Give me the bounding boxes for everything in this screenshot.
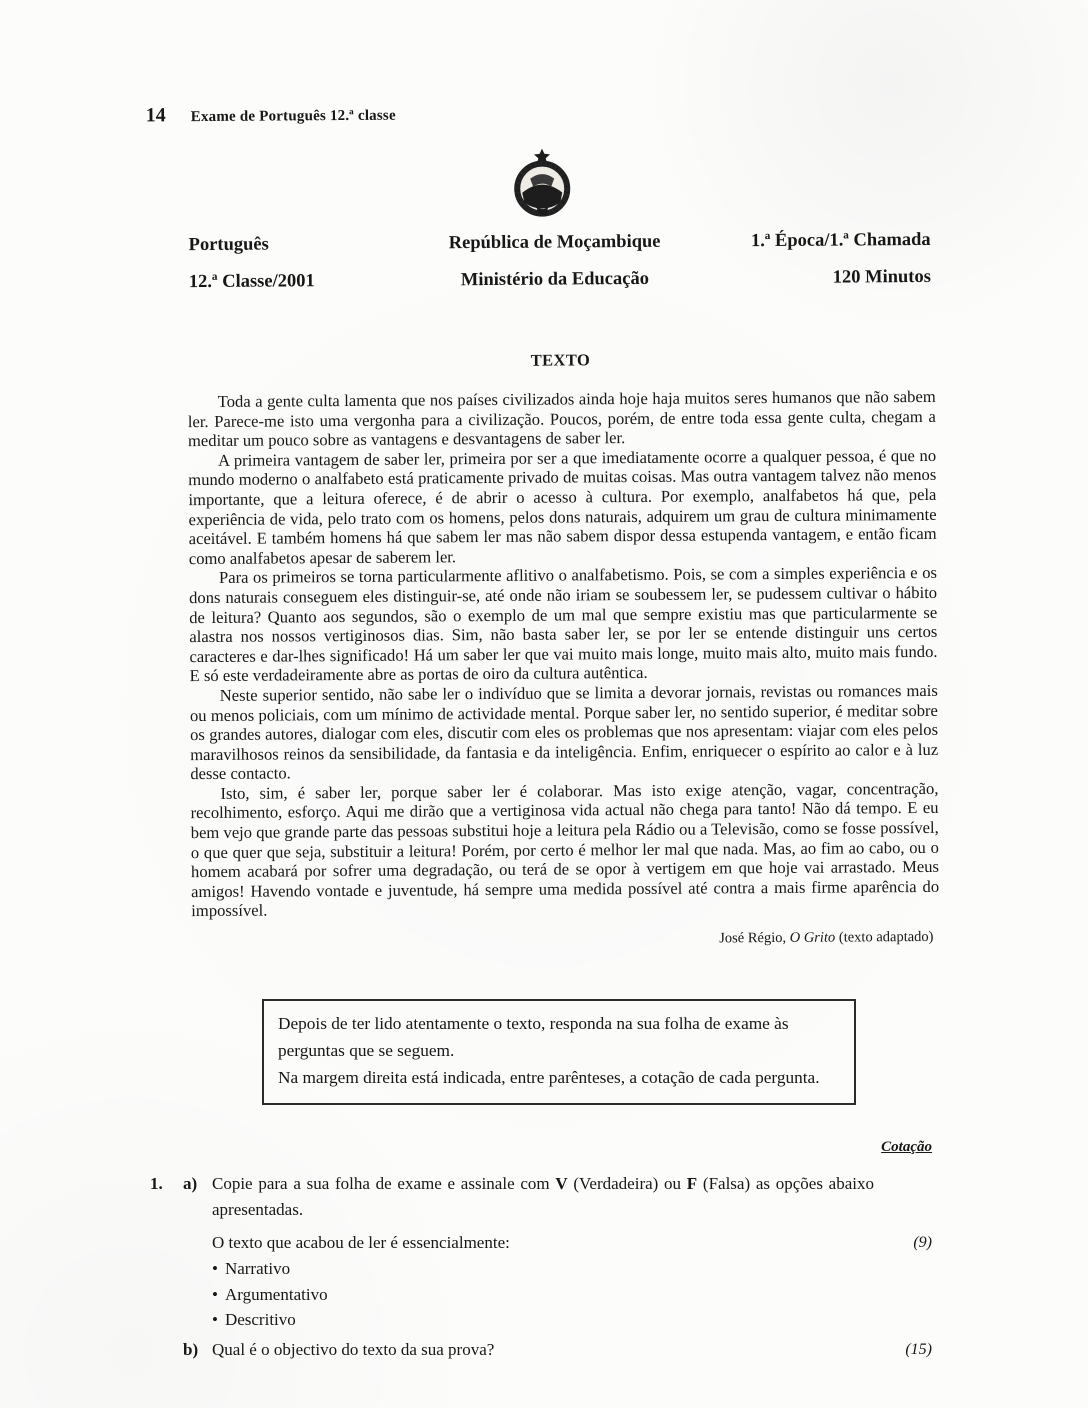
texto-paragraph: Isto, sim, é saber ler, porque saber ler é colaborar. Mas isto exige atenção, vagar, concentração, recolhimento, esforço. Aqui me dirão que a vertiginosa vida actual não chega para tanto! Não dá tempo. E eu bem vejo que grande parte das pessoas substitui hoje a leitura pela Rádio ou a Televisão, como se fosse possível, o que quer que seja, substituir a leitura! Porém, por certo é melhor ler mal que nada. Mas, ao fim ao cabo, ou o homem acabará por sofrer uma degradação, ou terá de se opor à vertigem em que hoje vai arrastado. Meus amigos! Havendo vontade e juventude, há sempre uma medida possível até contra a mais firme aparência do impossível. bbox=[190, 778, 940, 921]
mozambique-emblem-icon bbox=[510, 148, 574, 218]
text-attribution bbox=[3, 929, 933, 952]
duration-label: 120 Minutos bbox=[832, 266, 931, 288]
scanned-upper-section bbox=[0, 98, 1088, 953]
exam-header-right bbox=[700, 222, 931, 298]
attribution-work-title: O Grito bbox=[789, 929, 836, 946]
questions-section bbox=[150, 1139, 932, 1363]
instructions-line-2: Na margem direita está indicada, entre parênteses, a cotação de cada pergunta. bbox=[278, 1068, 820, 1088]
texto-paragraph: Neste superior sentido, não sabe ler o indivíduo que se limita a devorar jornais, revistas ou romances mais ou menos policiais, com um mínimo de actividade mental. Porque saber ler, no sentido superior, é meditar sobre os grandes autores, dialogar com eles, discutir com eles os problemas que nos apresentam: viajar com eles pelos maravilhosos reinos da sensibilidade, da fantasia e da inteligência. Enfim, enriquecer o espírito ao calor e à luz desse contacto. bbox=[189, 680, 939, 784]
option-label: Descritivo bbox=[224, 1310, 296, 1330]
question-1b-points: (15) bbox=[905, 1340, 932, 1358]
exam-header bbox=[189, 222, 931, 301]
running-head bbox=[146, 98, 1086, 128]
country-label: República de Moçambique bbox=[448, 231, 661, 254]
option-label: Narrativo bbox=[224, 1259, 291, 1279]
option-letter-v: V bbox=[555, 1174, 568, 1194]
question-1a-text-part: (Verdadeira) ou bbox=[567, 1174, 687, 1194]
bullet-icon: • bbox=[212, 1310, 218, 1330]
option-row-descritivo bbox=[150, 1308, 932, 1333]
cotacao-heading: Cotação bbox=[881, 1139, 932, 1156]
texto-paragraph: A primeira vantagem de saber ler, primeira por ser a que imediatamente ocorre a qualquer pessoa, é que no mundo moderno o analfabeto está praticamente privado de muitas coisas. Mas outra vantagem talvez não menos importante, que a leitura oferece, é de abrir o acesso à cultura. Por exemplo, analfabetos há que, pela experiência de vida, pelo trato com os homens, pelos dons naturais, adquirem um grau de cultura minimamente aceitável. E também homens há que sabem ler mas não sabem dispor dessa estupenda vantagem, e então ficam como analfabetos apesar de saberem ler. bbox=[188, 445, 937, 568]
question-number: 1. bbox=[150, 1174, 163, 1194]
texto-heading: TEXTO bbox=[530, 350, 591, 370]
option-label: Argumentativo bbox=[224, 1284, 328, 1304]
attribution-author: José Régio, bbox=[719, 929, 790, 947]
bullet-icon: • bbox=[212, 1284, 218, 1304]
page-number: 14 bbox=[145, 104, 166, 127]
question-1a-prompt-row bbox=[150, 1230, 932, 1256]
attribution-note: (texto adaptado) bbox=[835, 928, 934, 946]
epoch-label: 1.ª Época/1.ª Chamada bbox=[750, 229, 931, 252]
spacer bbox=[150, 1257, 183, 1282]
question-1a-text-part: Copie para a sua folha de exame e assinale com bbox=[212, 1174, 556, 1194]
question-1a-row bbox=[150, 1171, 932, 1223]
question-1a-label: a) bbox=[183, 1174, 198, 1194]
option-row-argumentativo bbox=[150, 1283, 932, 1308]
question-1a-text-part: (Falsa) as opções abaixo apresentadas. bbox=[212, 1174, 874, 1220]
spacer bbox=[183, 1230, 212, 1256]
points-spacer bbox=[874, 1171, 932, 1223]
instructions-box bbox=[262, 999, 856, 1105]
texto-paragraph: Toda a gente culta lamenta que nos países civilizados ainda hoje haja muitos seres humanos que não sabem ler. Parece-me isto uma vergonha para a civilização. Poucos, porém, de entre toda essa gente culta, chegam a meditar um pouco sobre as vantagens e desvantagens de saber ler. bbox=[187, 386, 936, 451]
ministry-label: Ministério da Educação bbox=[460, 268, 649, 291]
question-1b-text: Qual é o objectivo do texto da sua prova? bbox=[212, 1339, 495, 1359]
spacer bbox=[150, 1308, 183, 1333]
question-1a-points: (9) bbox=[913, 1234, 932, 1252]
question-1a-text bbox=[212, 1171, 874, 1223]
emblem-container bbox=[0, 145, 1086, 223]
question-1b-row bbox=[150, 1337, 932, 1363]
bullet-icon: • bbox=[212, 1259, 218, 1279]
subject-label: Português bbox=[188, 234, 269, 256]
exam-header-left bbox=[189, 226, 410, 302]
exam-header-center bbox=[408, 224, 701, 300]
texto-paragraph: Para os primeiros se torna particularmente aflitivo o analfabetismo. Pois, se com a simples experiência e os dons naturais conseguem eles distinguir-se, até onde não iriam se soubessem ler, se pudessem cultivar o hábito de leitura? Quanto aos segundos, são o exemplo de um mal que sempre existiu mas que particularmente se alastra nos nossos vertiginosos dias. Sim, não basta saber ler, se por ler se entende distinguir uns certos caracteres e dar-lhes significado! Há um saber ler que vai muito mais longe, muito mais alto, muito mais fundo. E só este verdadeiramente abre as portas de oiro da cultura autêntica. bbox=[189, 563, 938, 686]
spacer bbox=[150, 1283, 183, 1308]
question-1a-prompt: O texto que acabou de ler é essencialmente: bbox=[212, 1233, 510, 1253]
option-row-narrativo bbox=[150, 1257, 932, 1282]
class-year-label: 12.ª Classe/2001 bbox=[188, 271, 315, 293]
instructions-line-1: Depois de ter lido atentamente o texto, responda na sua folha de exame às perguntas que se seguem. bbox=[278, 1014, 789, 1061]
spacer bbox=[183, 1308, 212, 1333]
texto-body bbox=[188, 387, 940, 921]
spacer bbox=[183, 1283, 212, 1308]
spacer bbox=[150, 1230, 183, 1256]
option-letter-f: F bbox=[686, 1174, 698, 1194]
question-1b-label: b) bbox=[183, 1339, 199, 1359]
spacer bbox=[150, 1337, 183, 1363]
spacer bbox=[183, 1257, 212, 1282]
running-header-title: Exame de Português 12.ª classe bbox=[190, 107, 396, 126]
